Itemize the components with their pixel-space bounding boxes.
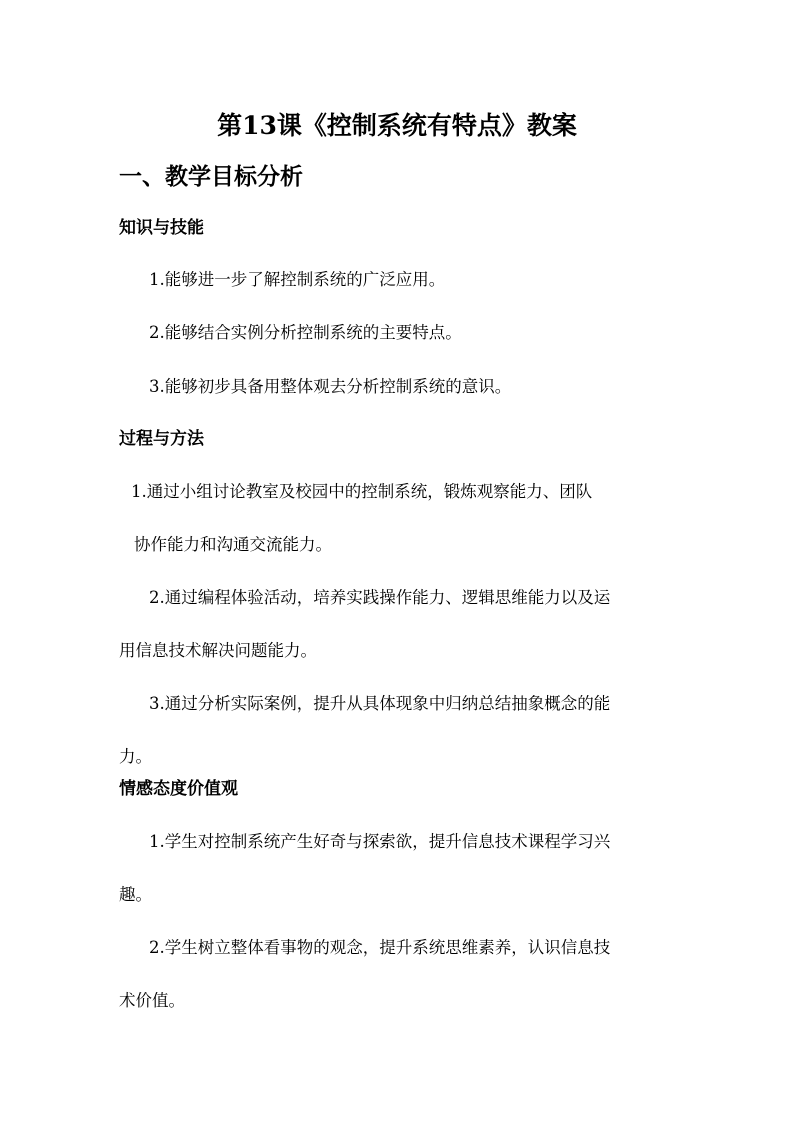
process-item-3-line-1: 3.通过分析实际案例，提升从具体现象中归纳总结抽象概念的能 — [149, 694, 611, 713]
subheading-knowledge-skills: 知识与技能 — [119, 218, 204, 238]
section-heading-teaching-objectives: 一、教学目标分析 — [119, 163, 303, 190]
process-item-3-line-2: 力。 — [119, 747, 152, 766]
knowledge-item-1: 1.能够进一步了解控制系统的广泛应用。 — [149, 270, 446, 289]
emotion-item-1-line-2: 趣。 — [119, 885, 152, 904]
process-item-2-line-2: 用信息技术解决问题能力。 — [119, 641, 317, 660]
subheading-process-methods: 过程与方法 — [119, 429, 204, 449]
process-item-1-line-1: 1.通过小组讨论教室及校园中的控制系统，锻炼观察能力、团队 — [131, 482, 593, 501]
process-item-1-line-2: 协作能力和沟通交流能力。 — [134, 535, 332, 554]
knowledge-item-3: 3.能够初步具备用整体观去分析控制系统的意识。 — [149, 377, 512, 396]
emotion-item-2-line-1: 2.学生树立整体看事物的观念，提升系统思维素养，认识信息技 — [149, 938, 611, 957]
knowledge-item-2: 2.能够结合实例分析控制系统的主要特点。 — [149, 323, 462, 342]
emotion-item-1-line-1: 1.学生对控制系统产生好奇与探索欲，提升信息技术课程学习兴 — [149, 832, 611, 851]
process-item-2-line-1: 2.通过编程体验活动，培养实践操作能力、逻辑思维能力以及运 — [149, 588, 611, 607]
document-title: 第13课《控制系统有特点》教案 — [217, 111, 577, 140]
emotion-item-2-line-2: 术价值。 — [119, 991, 185, 1010]
subheading-emotion-values: 情感态度价值观 — [119, 779, 238, 799]
